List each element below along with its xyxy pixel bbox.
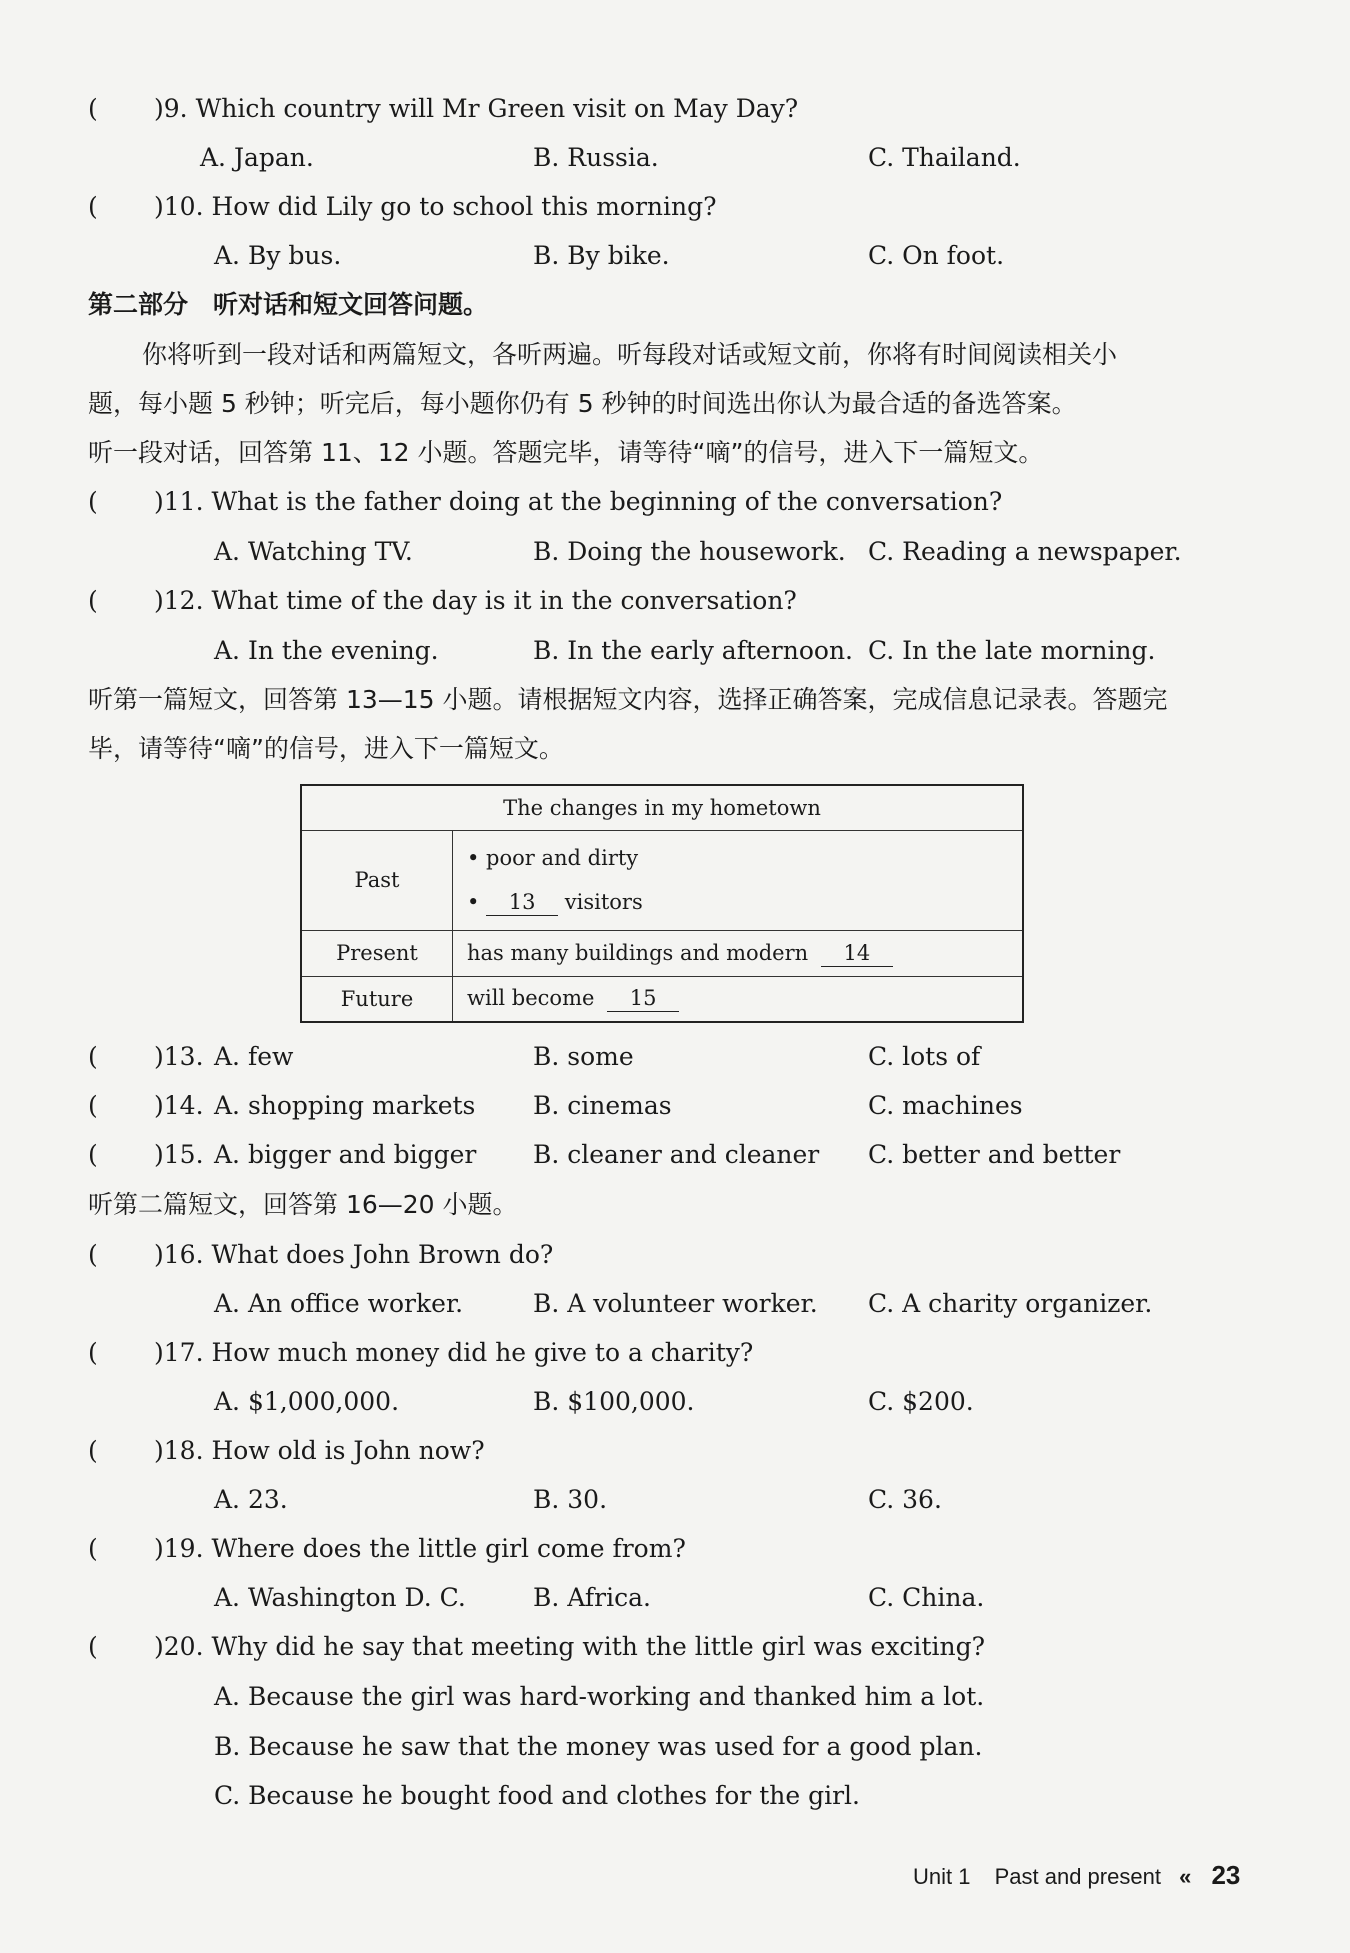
option-b: B. In the early afternoon. <box>533 636 853 665</box>
table-title: The changes in my hometown <box>301 785 1023 830</box>
instructions-line-1: 你将听到一段对话和两篇短文，各听两遍。听每段对话或短文前，你将有时间阅读相关小 <box>142 340 1118 369</box>
page-number: 23 <box>1211 1860 1241 1890</box>
question-text: )18. How old is John now? <box>154 1436 485 1465</box>
question-text: )20. Why did he say that meeting with the little girl was exciting? <box>154 1632 985 1661</box>
option-a: A. shopping markets <box>214 1091 476 1120</box>
question-text: )11. What is the father doing at the beginning of the conversation? <box>154 487 1003 516</box>
instructions-line-2: 题，每小题 5 秒钟；听完后，每小题你仍有 5 秒钟的时间选出你认为最合适的备选答案。 <box>88 389 1077 418</box>
past-item-1: • poor and dirty <box>467 846 639 870</box>
answer-paren: ( <box>88 192 98 221</box>
option-c: C. A charity organizer. <box>868 1289 1153 1318</box>
question-text: )10. How did Lily go to school this morning? <box>154 192 717 221</box>
option-a: A. 23. <box>214 1485 288 1514</box>
option-b: B. Doing the housework. <box>533 537 846 566</box>
option-b: B. $100,000. <box>533 1387 695 1416</box>
option-b: B. Africa. <box>533 1583 651 1612</box>
option-c: C. 36. <box>868 1485 942 1514</box>
row-label-past: Past <box>301 830 453 930</box>
answer-paren: ( <box>88 1140 98 1169</box>
dialog-instructions: 听一段对话，回答第 11、12 小题。答题完毕，请等待“嘀”的信号，进入下一篇短文。 <box>88 438 1044 467</box>
question-number: )15. <box>154 1140 204 1169</box>
info-record-table <box>300 784 1024 1023</box>
option-c: C. Thailand. <box>868 143 1021 172</box>
answer-paren: ( <box>88 94 98 123</box>
past-item-2: • 13 visitors <box>467 890 643 914</box>
option-a: A. bigger and bigger <box>214 1140 477 1169</box>
future-cell: will become 15 <box>453 976 1024 1022</box>
option-c: C. China. <box>868 1583 985 1612</box>
row-label-future: Future <box>301 976 453 1022</box>
question-text: )17. How much money did he give to a charity? <box>154 1338 754 1367</box>
answer-paren: ( <box>88 1042 98 1071</box>
option-c: C. Because he bought food and clothes for the girl. <box>214 1781 860 1810</box>
option-b: B. Because he saw that the money was used for a good plan. <box>214 1732 983 1761</box>
blank-14[interactable]: 14 <box>821 940 893 967</box>
option-a: A. Japan. <box>200 143 314 172</box>
option-b: B. some <box>533 1042 634 1071</box>
option-b: B. By bike. <box>533 241 670 270</box>
option-b: B. cinemas <box>533 1091 672 1120</box>
blank-15[interactable]: 15 <box>607 985 679 1012</box>
option-b: B. Russia. <box>533 143 659 172</box>
answer-paren: ( <box>88 1632 98 1661</box>
option-a: A. In the evening. <box>214 636 439 665</box>
past-cell <box>453 830 1024 930</box>
answer-paren: ( <box>88 1091 98 1120</box>
question-number: )14. <box>154 1091 204 1120</box>
option-a: A. Watching TV. <box>214 537 413 566</box>
option-a: A. By bus. <box>214 241 342 270</box>
option-c: C. lots of <box>868 1042 981 1071</box>
answer-paren: ( <box>88 1436 98 1465</box>
question-text: )9. Which country will Mr Green visit on May Day? <box>154 94 799 123</box>
option-a: A. Because the girl was hard-working and thanked him a lot. <box>214 1682 985 1711</box>
passage-1-instructions-line-2: 毕，请等待“嘀”的信号，进入下一篇短文。 <box>88 734 564 763</box>
page-footer <box>913 1858 1240 1894</box>
option-b: B. 30. <box>533 1485 608 1514</box>
row-label-present: Present <box>301 930 453 976</box>
answer-paren: ( <box>88 1338 98 1367</box>
option-a: A. few <box>214 1042 294 1071</box>
unit-title: Past and present <box>994 1864 1161 1889</box>
option-c: C. In the late morning. <box>868 636 1156 665</box>
answer-paren: ( <box>88 1534 98 1563</box>
option-c: C. better and better <box>868 1140 1121 1169</box>
option-a: A. $1,000,000. <box>214 1387 400 1416</box>
unit-label: Unit 1 <box>913 1864 971 1889</box>
option-b: B. cleaner and cleaner <box>533 1140 820 1169</box>
option-c: C. Reading a newspaper. <box>868 537 1182 566</box>
option-c: C. machines <box>868 1091 1023 1120</box>
answer-paren: ( <box>88 1240 98 1269</box>
question-text: )16. What does John Brown do? <box>154 1240 554 1269</box>
passage-2-instructions: 听第二篇短文，回答第 16—20 小题。 <box>88 1190 518 1219</box>
option-c: C. $200. <box>868 1387 974 1416</box>
blank-13[interactable]: 13 <box>486 889 558 916</box>
answer-paren: ( <box>88 487 98 516</box>
option-c: C. On foot. <box>868 241 1005 270</box>
question-text: )19. Where does the little girl come from? <box>154 1534 686 1563</box>
question-number: )13. <box>154 1042 204 1071</box>
present-cell: has many buildings and modern 14 <box>453 930 1024 976</box>
option-a: A. Washington D. C. <box>214 1583 466 1612</box>
double-chevron-left-icon: « <box>1179 1864 1192 1889</box>
option-b: B. A volunteer worker. <box>533 1289 818 1318</box>
section-heading: 第二部分 听对话和短文回答问题。 <box>88 290 489 319</box>
question-text: )12. What time of the day is it in the conversation? <box>154 586 797 615</box>
passage-1-instructions-line-1: 听第一篇短文，回答第 13—15 小题。请根据短文内容，选择正确答案，完成信息记录表。答题完 <box>88 685 1168 714</box>
answer-paren: ( <box>88 586 98 615</box>
option-a: A. An office worker. <box>214 1289 464 1318</box>
